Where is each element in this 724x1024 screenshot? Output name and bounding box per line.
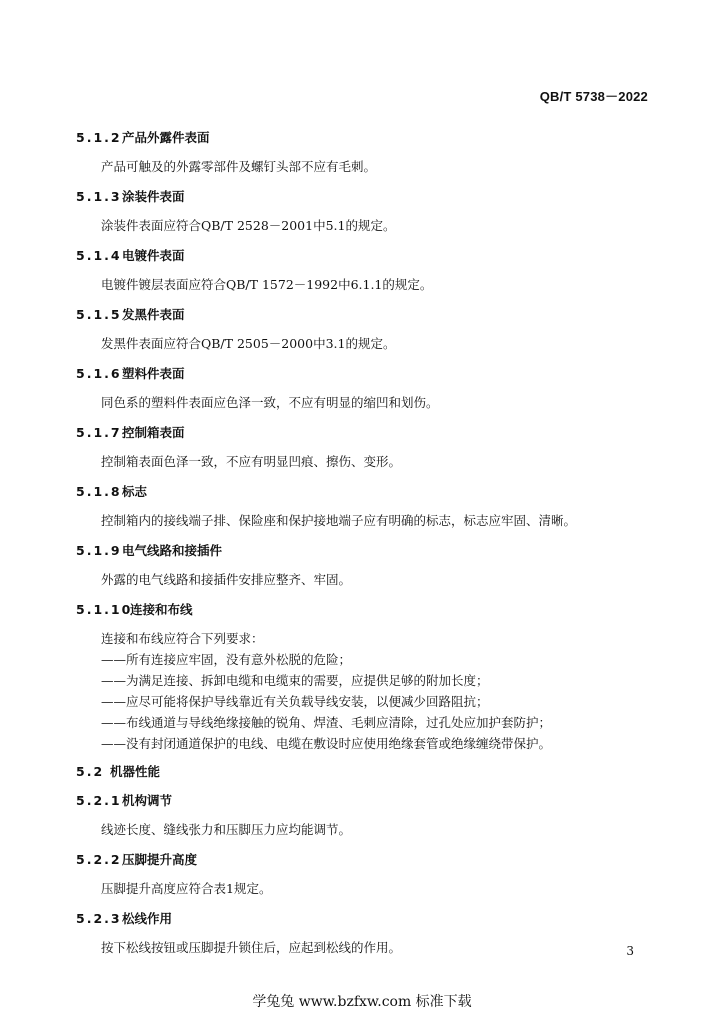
section-body: 线迹长度、缝线张力和压脚压力应均能调节。 — [101, 822, 352, 837]
list-item: ——应尽可能将保护导线靠近有关负载导线安装，以便减少回路阻抗； — [101, 694, 489, 709]
requirements-list — [76, 649, 656, 754]
section-number: 5.1.9 — [76, 543, 122, 558]
section-heading — [76, 305, 656, 325]
section-heading — [76, 187, 656, 207]
section-heading — [76, 364, 656, 384]
section-number: 5.2.1 — [76, 793, 122, 808]
list-item: ——所有连接应牢固，没有意外松脱的危险； — [101, 652, 352, 667]
section-body: 电镀件镀层表面应符合QB/T 1572－1992中6.1.1的规定。 — [101, 277, 433, 292]
section-number: 5.1.10 — [76, 602, 133, 617]
section-body: 控制箱表面色泽一致，不应有明显凹痕、擦伤、变形。 — [101, 454, 402, 469]
section-title: 压脚提升高度 — [122, 852, 198, 867]
section-title: 涂装件表面 — [122, 189, 185, 204]
section-title: 标志 — [122, 484, 148, 499]
section-body: 按下松线按钮或压脚提升锁住后，应起到松线的作用。 — [101, 940, 402, 955]
section-body: 压脚提升高度应符合表1规定。 — [101, 881, 272, 896]
list-item: ——为满足连接、拆卸电缆和电缆束的需要，应提供足够的附加长度； — [101, 673, 489, 688]
section-number: 5.1.8 — [76, 484, 122, 499]
section-5-1-8 — [76, 482, 656, 531]
section-title: 塑料件表面 — [122, 366, 185, 381]
section-heading — [76, 850, 656, 870]
page-number: 3 — [626, 944, 634, 958]
section-5-2-3 — [76, 909, 656, 958]
section-number: 5.2 — [76, 764, 105, 779]
section-5-2 — [76, 762, 656, 782]
section-heading — [76, 423, 656, 443]
section-title: 机器性能 — [110, 764, 161, 779]
section-number: 5.1.5 — [76, 307, 122, 322]
section-number: 5.2.3 — [76, 911, 122, 926]
section-heading — [76, 246, 656, 266]
section-5-2-2 — [76, 850, 656, 899]
section-5-1-2 — [76, 128, 656, 177]
section-heading — [76, 600, 656, 620]
section-body: 同色系的塑料件表面应色泽一致，不应有明显的缩凹和划伤。 — [101, 395, 439, 410]
section-title: 机构调节 — [122, 793, 173, 808]
document-body — [76, 128, 656, 968]
section-title: 松线作用 — [122, 911, 173, 926]
section-number: 5.1.2 — [76, 130, 122, 145]
section-heading — [76, 909, 656, 929]
section-heading — [76, 128, 656, 148]
section-5-2-1 — [76, 791, 656, 840]
section-intro: 连接和布线应符合下列要求： — [101, 631, 264, 646]
section-title: 产品外露件表面 — [122, 130, 210, 145]
section-title: 连接和布线 — [130, 602, 193, 617]
section-number: 5.1.6 — [76, 366, 122, 381]
section-5-1-6 — [76, 364, 656, 413]
section-5-1-5 — [76, 305, 656, 354]
section-heading — [76, 541, 656, 561]
section-title: 控制箱表面 — [122, 425, 185, 440]
section-number: 5.1.3 — [76, 189, 122, 204]
section-body: 控制箱内的接线端子排、保险座和保护接地端子应有明确的标志，标志应牢固、清晰。 — [101, 513, 577, 528]
section-body: 涂装件表面应符合QB/T 2528－2001中5.1的规定。 — [101, 218, 396, 233]
footer-watermark: 学兔兔 www.bzfxw.com 标准下载 — [252, 994, 472, 1010]
list-item: ——没有封闭通道保护的电线、电缆在敷设时应使用绝缘套管或绝缘缠绕带保护。 — [101, 736, 552, 751]
section-5-1-3 — [76, 187, 656, 236]
section-body: 外露的电气线路和接插件安排应整齐、牢固。 — [101, 572, 352, 587]
section-5-1-7 — [76, 423, 656, 472]
section-title: 电镀件表面 — [122, 248, 185, 263]
section-heading — [76, 762, 656, 782]
section-body: 产品可触及的外露零部件及螺钉头部不应有毛刺。 — [101, 159, 377, 174]
section-5-1-9 — [76, 541, 656, 590]
list-item: ——布线通道与导线绝缘接触的锐角、焊渣、毛刺应清除，过孔处应加护套防护； — [101, 715, 552, 730]
section-number: 5.1.7 — [76, 425, 122, 440]
section-number: 5.1.4 — [76, 248, 122, 263]
section-number: 5.2.2 — [76, 852, 122, 867]
section-title: 电气线路和接插件 — [122, 543, 223, 558]
section-heading — [76, 482, 656, 502]
section-title: 发黑件表面 — [122, 307, 185, 322]
standard-code: QB/T 5738－2022 — [539, 89, 648, 104]
section-heading — [76, 791, 656, 811]
section-5-1-10 — [76, 600, 656, 754]
section-body: 发黑件表面应符合QB/T 2505－2000中3.1的规定。 — [101, 336, 396, 351]
section-5-1-4 — [76, 246, 656, 295]
